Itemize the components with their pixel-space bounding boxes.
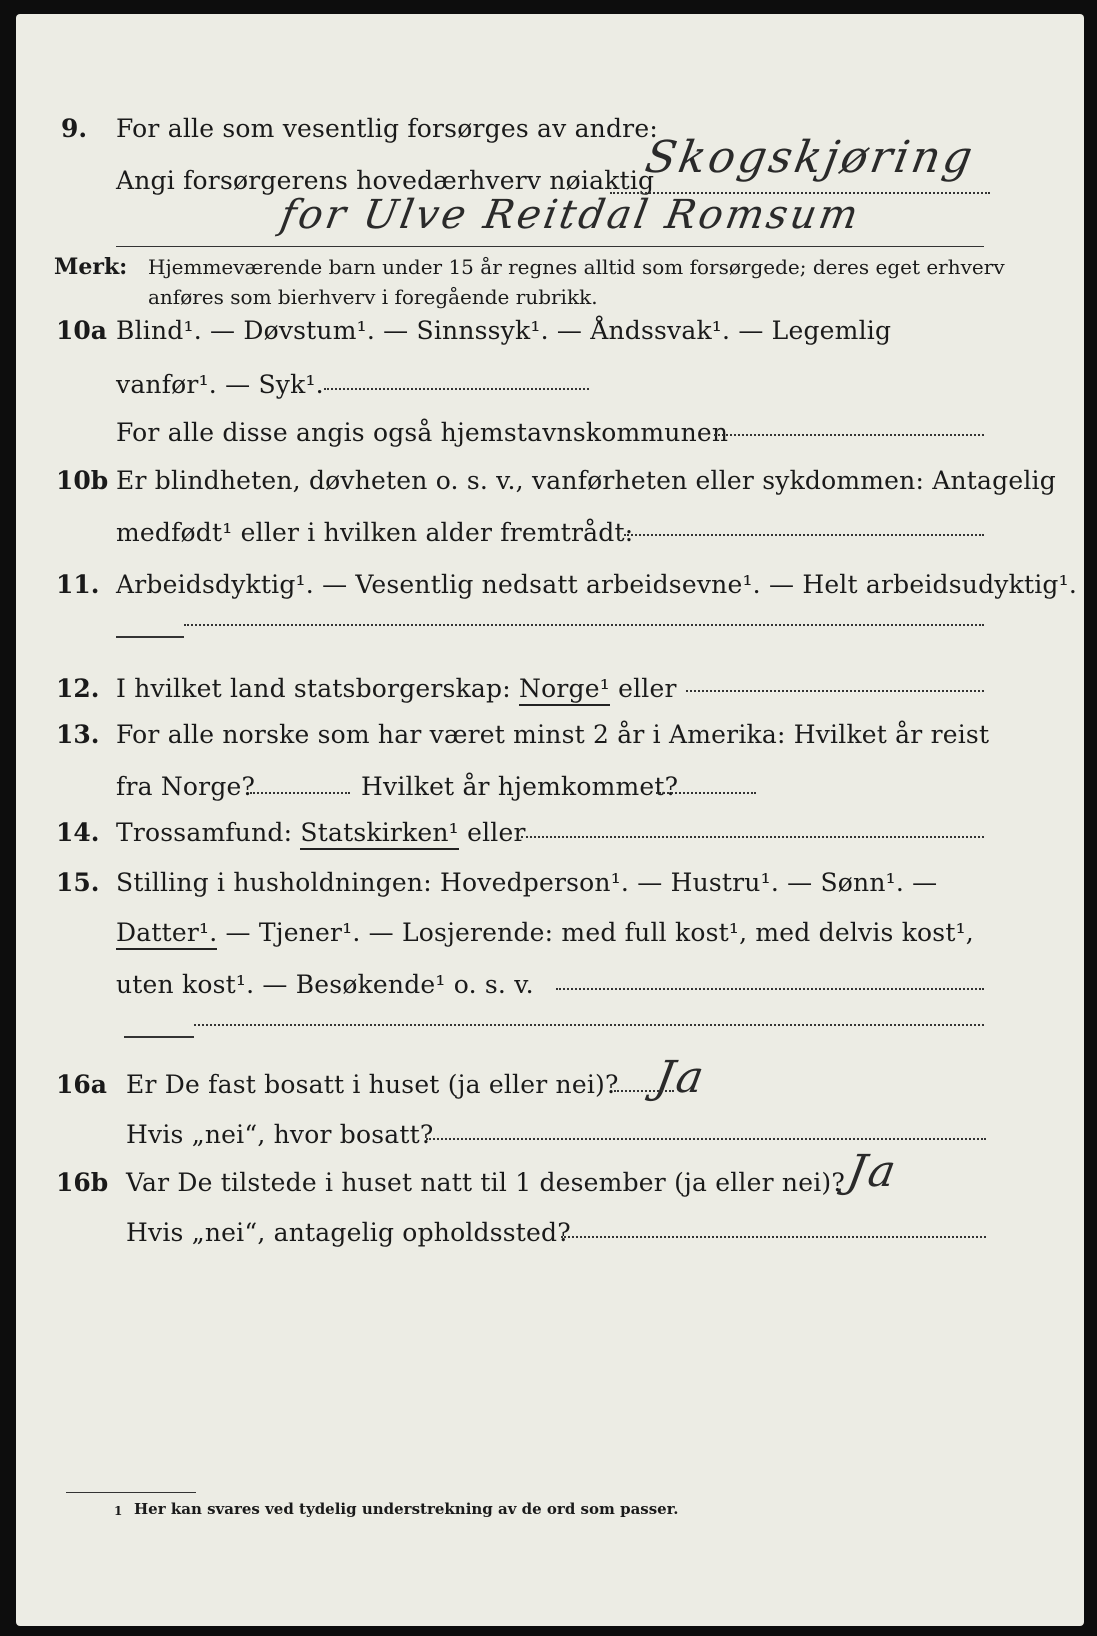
merk-text1: Hjemmeværende barn under 15 år regnes alltid som forsørgede; deres eget erhverv (148, 255, 1005, 279)
q12-underlined-answer: Norge¹ (519, 674, 610, 706)
q9-text2: Angi forsørgerens hovedærhverv nøiaktig (116, 166, 655, 195)
q14-text-post: eller (467, 818, 526, 847)
census-form-page (16, 14, 1084, 1626)
footnote-text: Her kan svares ved tydelig understrekning av de ord som passer. (134, 1500, 679, 1518)
q15-text1: Stilling i husholdningen: Hovedperson¹. — Hustru¹. — Sønn¹. — (116, 868, 938, 897)
q16a-text1: Er De fast bosatt i huset (ja eller nei)? (126, 1070, 619, 1099)
q14-number: 14. (56, 818, 100, 847)
q11-answer-stroke (116, 636, 184, 638)
q10a-text2: vanfør¹. — Syk¹. (116, 370, 324, 399)
q9-text1: For alle som vesentlig forsørges av andre: (116, 114, 658, 143)
q9-number: 9. (61, 114, 88, 143)
q14-answer-line (521, 836, 984, 838)
q9-second-line (116, 246, 984, 247)
q16b-number: 16b (56, 1168, 109, 1197)
q13-text2a: fra Norge? (116, 772, 256, 801)
q15-text2: — Tjener¹. — Losjerende: med full kost¹, med delvis kost¹, (225, 918, 974, 947)
q15-second-line (194, 1024, 984, 1026)
q12-text: I hvilket land statsborgerskap: (116, 674, 511, 703)
q13-number: 13. (56, 720, 100, 749)
q16a-residence-line (426, 1138, 986, 1140)
q10b-text1: Er blindheten, døvheten o. s. v., vanførheten eller sykdommen: Antagelig (116, 466, 1056, 495)
q10b-text2: medfødt¹ eller i hvilken alder fremtrådt: (116, 518, 634, 547)
q14-underlined-answer: Statskirken¹ (300, 818, 459, 850)
q12-text-post: eller (618, 674, 677, 703)
merk-label: Merk: (54, 254, 128, 280)
q16a-number: 16a (56, 1070, 107, 1099)
q15-number: 15. (56, 868, 100, 897)
q15-text3: uten kost¹. — Besøkende¹ o. s. v. (116, 970, 534, 999)
q11-text1: Arbeidsdyktig¹. — Vesentlig nedsatt arbeidsevne¹. — Helt arbeidsudyktig¹. (116, 570, 1077, 599)
q10a-number: 10a (56, 316, 107, 345)
q10a-text3: For alle disse angis også hjemstavnskommunen (116, 418, 729, 447)
q15-answer-stroke (124, 1036, 194, 1038)
footnote-rule (66, 1492, 196, 1493)
q15-underlined-answer: Datter¹. (116, 918, 217, 950)
q10b-answer-line (624, 534, 984, 536)
q10a-municipality-line (714, 434, 984, 436)
q11-answer-line (184, 624, 984, 626)
q10a-answer-line (324, 388, 589, 390)
q16b-text2: Hvis „nei“, antagelig opholdssted? (126, 1218, 571, 1247)
q13-departure-line (250, 792, 350, 794)
q16b-handwritten-answer: Ja (843, 1146, 903, 1197)
q9-handwritten-answer: Skogskjøring (641, 132, 979, 183)
q12-number: 12. (56, 674, 100, 703)
q10a-text1: Blind¹. — Døvstum¹. — Sinnssyk¹. — Åndssvak¹. — Legemlig (116, 316, 892, 345)
q9-handwritten-answer-2: for Ulve Reitdal Romsum (276, 192, 865, 238)
merk-text2: anføres som bierhverv i foregående rubrikk. (148, 285, 598, 309)
q16a-answer-line (614, 1090, 674, 1092)
q10b-number: 10b (56, 466, 109, 495)
q12-answer-line (686, 690, 984, 692)
q13-text2b: Hvilket år hjemkommet? (361, 772, 679, 801)
footnote-mark: 1 (114, 1504, 123, 1518)
q16a-text2: Hvis „nei“, hvor bosatt? (126, 1120, 434, 1149)
q16b-text1: Var De tilstede i huset natt til 1 desember (ja eller nei)? (126, 1168, 845, 1197)
q13-text1: For alle norske som har været minst 2 år i Amerika: Hvilket år reist (116, 720, 990, 749)
q11-number: 11. (56, 570, 100, 599)
q14-text: Trossamfund: (116, 818, 293, 847)
q15-answer-line (556, 988, 984, 990)
q13-return-line (656, 792, 756, 794)
q16b-answer-line (561, 1236, 986, 1238)
q16a-handwritten-answer: Ja (651, 1052, 711, 1103)
